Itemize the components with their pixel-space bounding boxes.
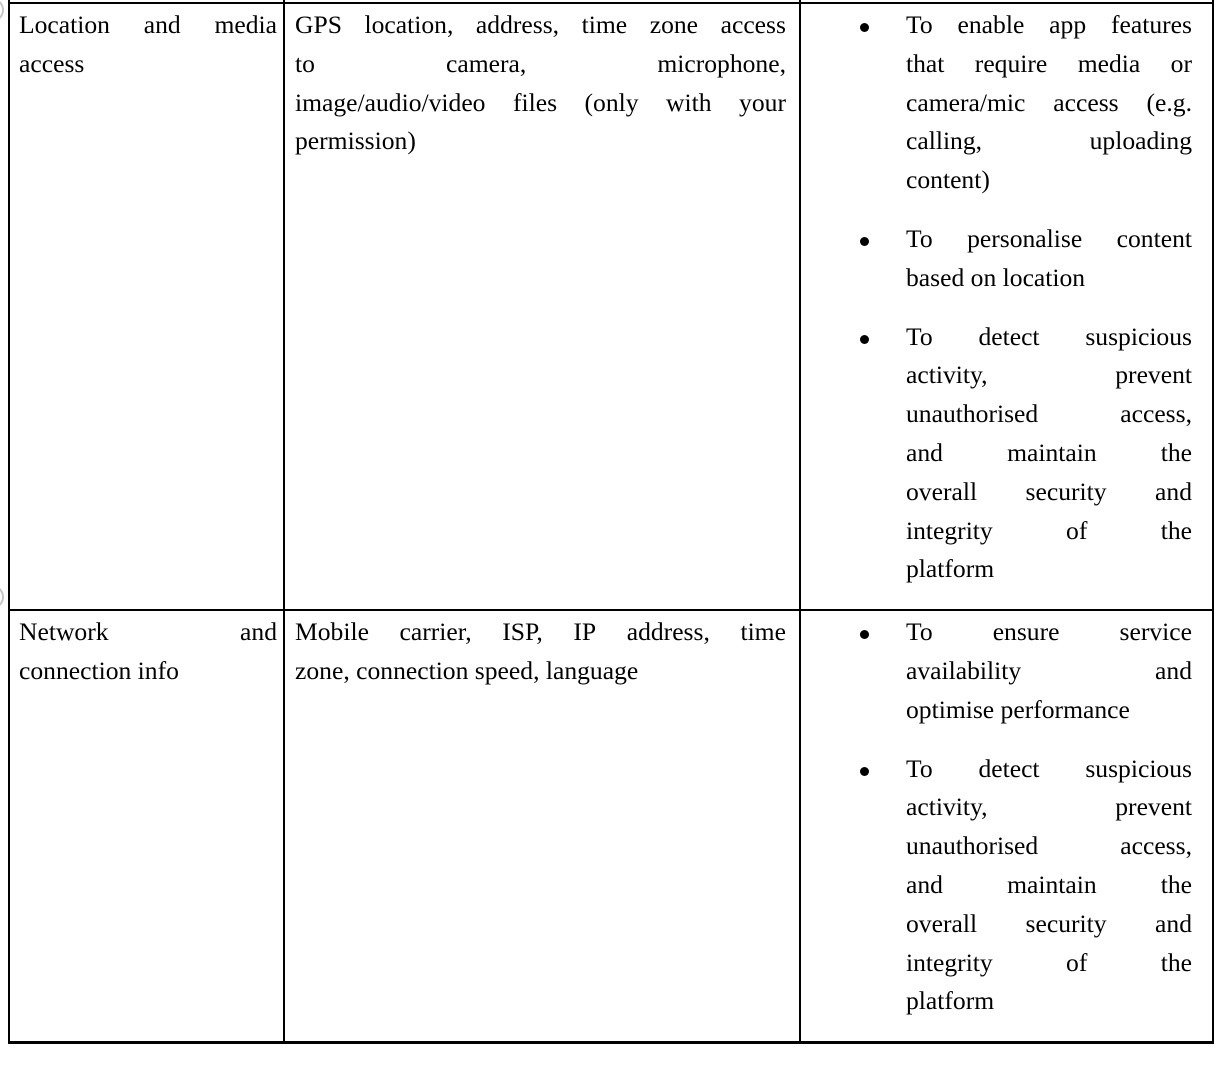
text-line: activity, prevent <box>906 792 1192 822</box>
cell-purposes <box>801 611 1208 1041</box>
text-line: Location and media <box>19 10 277 39</box>
cell-data-collected <box>285 4 801 609</box>
text-line: unauthorised access, <box>906 831 1192 861</box>
cell-category <box>10 4 285 609</box>
text-line: Network and <box>19 617 277 647</box>
text-line: zone, connection speed, language <box>295 655 639 685</box>
text-line: integrity of the <box>906 947 1192 977</box>
text-line: To detect suspicious <box>906 321 1192 351</box>
text-line: to camera, microphone, <box>295 48 786 78</box>
table-cell-empty <box>285 0 801 2</box>
text-line: overall security and <box>906 476 1192 506</box>
text-line: overall security and <box>906 908 1192 938</box>
cell-category <box>10 611 285 1041</box>
text-line: access <box>19 48 85 78</box>
bullet-list-item <box>906 220 1192 298</box>
text-line: and maintain the <box>906 869 1192 899</box>
bullet-list-item <box>906 750 1192 1022</box>
bullet-icon <box>860 767 869 776</box>
text-line: that require media or <box>906 48 1192 78</box>
text-line: integrity of the <box>906 515 1192 545</box>
bullet-list-item <box>906 318 1192 590</box>
text-line: To enable app features <box>906 10 1192 39</box>
cell-purposes <box>801 4 1208 609</box>
text-line: connection info <box>19 655 179 685</box>
text-line: permission) <box>295 126 416 156</box>
text-line: activity, prevent <box>906 360 1192 390</box>
text-line: optimise performance <box>906 694 1130 724</box>
text-line: and maintain the <box>906 437 1192 467</box>
text-line: availability and <box>906 655 1192 685</box>
bullet-list-item <box>906 613 1192 729</box>
cell-data-collected <box>285 611 801 1041</box>
text-line: content) <box>906 165 990 195</box>
bullet-list-item <box>906 6 1192 200</box>
text-line: calling, uploading <box>906 126 1192 156</box>
bullet-icon <box>860 237 869 246</box>
bullet-icon <box>860 23 869 32</box>
text-line: To detect suspicious <box>906 753 1192 783</box>
margin-artifact-icon <box>0 585 4 609</box>
text-line: based on location <box>906 262 1086 292</box>
table-row-location-media-access <box>10 4 1212 611</box>
text-line: image/audio/video files (only with your <box>295 87 786 117</box>
text-line: Mobile carrier, ISP, IP address, time <box>295 617 786 647</box>
table-row-network-connection-info <box>10 611 1212 1041</box>
text-line: To personalise content <box>906 223 1192 253</box>
text-line: platform <box>906 986 995 1016</box>
text-line: To ensure service <box>906 617 1192 647</box>
bullet-icon <box>860 630 869 639</box>
bullet-icon <box>860 335 869 344</box>
privacy-data-table <box>8 0 1214 1044</box>
table-cell-empty <box>10 0 285 2</box>
text-line: camera/mic access (e.g. <box>906 87 1192 117</box>
table-cell-empty <box>801 0 1208 2</box>
margin-artifact-icon <box>0 0 4 22</box>
text-line: GPS location, address, time zone access <box>295 10 786 39</box>
text-line: platform <box>906 554 995 584</box>
text-line: unauthorised access, <box>906 399 1192 429</box>
